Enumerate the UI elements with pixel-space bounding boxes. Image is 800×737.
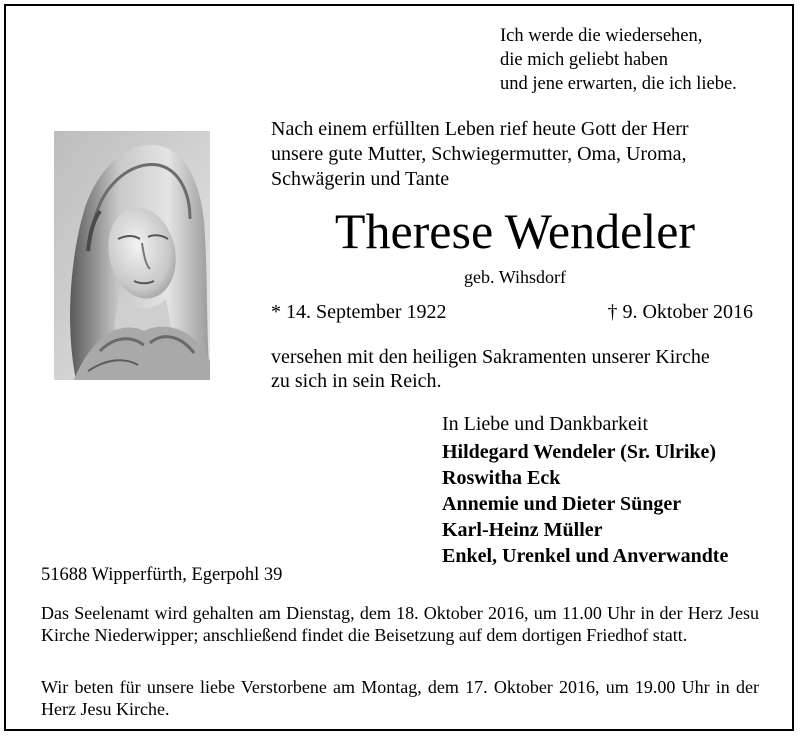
- madonna-icon: [54, 131, 210, 380]
- intro-line: Nach einem erfüllten Leben rief heute Gott der Herr: [271, 118, 689, 140]
- sacraments-line: versehen mit den heiligen Sakramenten unserer Kirche: [271, 346, 710, 368]
- poem-line: die mich geliebt haben: [500, 50, 668, 70]
- family-address: 51688 Wipperfürth, Egerpohl 39: [41, 565, 283, 585]
- mourner-name: Roswitha Eck: [442, 467, 561, 489]
- mourners-block: [442, 411, 728, 569]
- sacraments-line: zu sich in sein Reich.: [271, 370, 442, 392]
- sacraments-text: [271, 345, 710, 393]
- requiem-notice: Das Seelenamt wird gehalten am Dienstag, dem 18. Oktober 2016, um 11.00 Uhr in der Herz Jesu Kirche Niederwipper; anschließend findet die Beisetzung auf dem dortigen Friedhof statt.: [41, 603, 759, 645]
- intro-line: unsere gute Mutter, Schwiegermutter, Oma, Uroma,: [271, 143, 687, 165]
- birth-date: * 14. September 1922: [271, 301, 447, 323]
- mourner-name: Hildegard Wendeler (Sr. Ulrike): [442, 441, 717, 463]
- deceased-name: Therese Wendeler: [334, 203, 696, 259]
- prayer-notice: Wir beten für unsere liebe Verstorbene am Montag, dem 17. Oktober 2016, um 19.00 Uhr in der Herz Jesu Kirche.: [41, 677, 759, 719]
- mourner-name: Enkel, Urenkel und Anverwandte: [442, 545, 729, 567]
- mourners-lead: In Liebe und Dankbarkeit: [442, 413, 649, 435]
- mourner-name: Annemie und Dieter Sünger: [442, 493, 682, 515]
- mourner-name: Karl-Heinz Müller: [442, 519, 603, 541]
- poem: [500, 24, 737, 96]
- birth-name: geb. Wihsdorf: [464, 267, 566, 287]
- poem-line: Ich werde die wiedersehen,: [500, 26, 703, 46]
- intro-text: [271, 117, 771, 192]
- poem-line: und jene erwarten, die ich liebe.: [500, 74, 737, 94]
- madonna-pieta-image: [54, 131, 210, 380]
- intro-line: Schwägerin und Tante: [271, 168, 450, 190]
- death-date: † 9. Oktober 2016: [607, 301, 753, 323]
